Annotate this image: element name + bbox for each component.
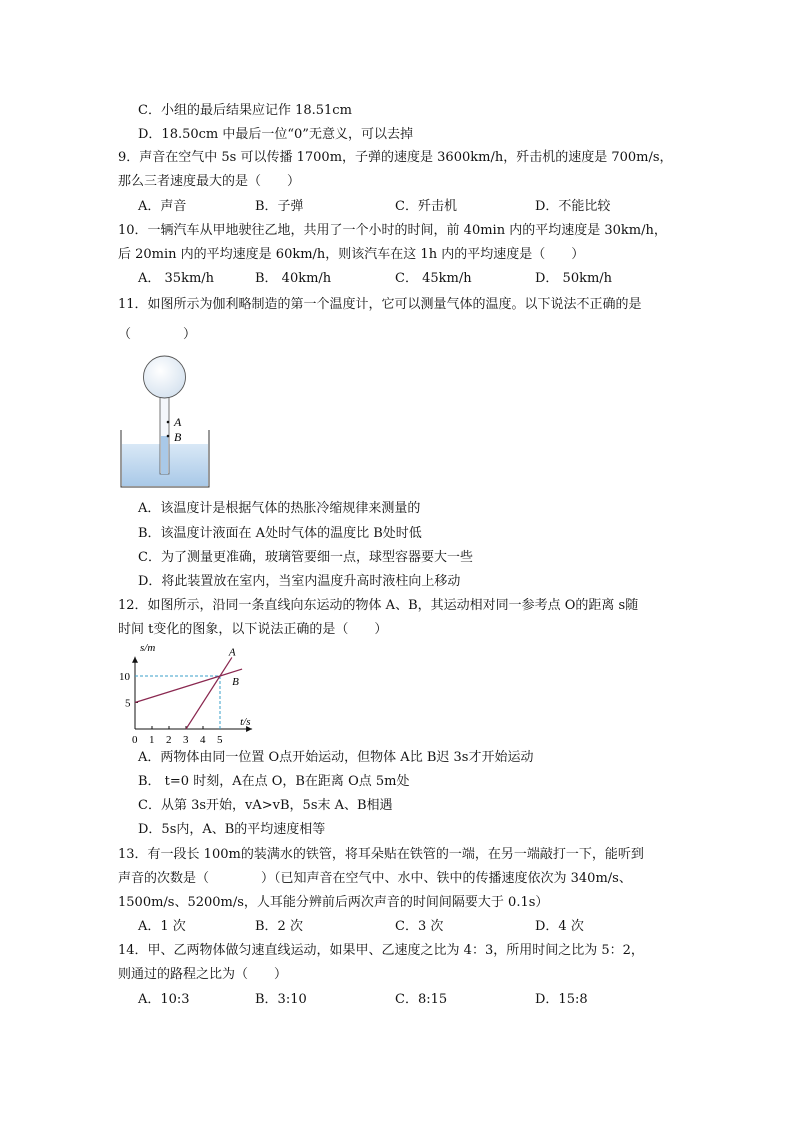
y-axis-label: s/m	[140, 642, 156, 654]
q9-option-a: A．声音	[138, 199, 187, 214]
q9-option-b: B．子弹	[255, 199, 304, 214]
label-b: B	[174, 430, 182, 444]
q14-stem-line2: 则通过的路程之比为（ ）	[118, 967, 288, 982]
q10-stem-line1: 10．一辆汽车从甲地驶往乙地，共用了一个小时的时间，前 40min 内的平均速度是 30km/h，	[118, 223, 667, 238]
series-b-label: B	[232, 676, 239, 689]
q13-option-d: D．4 次	[535, 919, 584, 934]
thermometer-figure	[118, 352, 212, 490]
q13-option-c: C．3 次	[395, 919, 444, 934]
q9-stem-line1: 9．声音在空气中 5s 可以传播 1700m，子弹的速度是 3600km/h，歼击机的速度是 700m/s，	[118, 150, 673, 165]
label-a: A	[174, 415, 182, 429]
q11-option-a: A．该温度计是根据气体的热胀冷缩规律来测量的	[138, 501, 421, 516]
q10-option-d: D． 50km/h	[535, 271, 613, 286]
q13-option-b: B．2 次	[255, 919, 303, 934]
q13-stem-line2: 声音的次数是（ ）（已知声音在空气中、水中、铁中的传播速度依次为 340m/s、	[118, 871, 632, 886]
q9-option-c: C．歼击机	[395, 199, 457, 214]
q11-option-b: B．该温度计液面在 A处时气体的温度比 B处时低	[138, 526, 422, 541]
q11-stem-line2: （ ）	[118, 327, 197, 342]
q10-option-c: C． 45km/h	[395, 271, 472, 286]
q14-stem-line1: 14．甲、乙两物体做匀速直线运动，如果甲、乙速度之比为 4：3，所用时间之比为 5：2，	[118, 943, 644, 958]
q14-option-d: D．15:8	[535, 992, 588, 1007]
q14-option-c: C．8:15	[395, 992, 448, 1007]
q14-option-a: A．10:3	[138, 992, 190, 1007]
q13-stem-line3: 1500m/s、5200m/s，人耳能分辨前后两次声音的时间间隔要大于 0.1s）	[118, 895, 549, 910]
s-t-graph	[118, 638, 288, 746]
series-a-label: A	[228, 646, 236, 659]
q10-option-a: A． 35km/h	[138, 271, 215, 286]
q13-stem-line1: 13．有一段长 100m的装满水的铁管，将耳朵贴在铁管的一端，在另一端敲打一下，能听到	[118, 847, 644, 862]
series-b-line	[135, 669, 242, 702]
q11-option-d: D．将此装置放在室内，当室内温度升高时液柱向上移动	[138, 574, 461, 589]
q9-stem-line2: 那么三者速度最大的是（ ）	[118, 174, 301, 189]
mark-a	[167, 421, 170, 424]
y-tick-label: 10	[119, 671, 130, 683]
q12-option-c	[138, 796, 393, 816]
q12-option-a: A．两物体由同一位置 O点开始运动，但物体 A比 B迟 3s才开始运动	[138, 750, 534, 765]
q11-stem-line1: 11．如图所示为伽利略制造的第一个温度计，它可以测量气体的温度。以下说法不正确的是	[118, 297, 642, 312]
q8-option-c: C．小组的最后结果应记作 18.51cm	[138, 103, 352, 118]
mark-b	[167, 435, 170, 438]
q11-option-c: C．为了测量更准确，玻璃管要细一点，球型容器要大一些	[138, 550, 473, 565]
q12-option-d: D．5s内，A、B的平均速度相等	[138, 822, 326, 837]
x-axis-label: t/s	[240, 716, 251, 728]
s-t-graph-svg	[118, 638, 288, 746]
x-tick-label: 5	[217, 734, 223, 746]
x-tick-label: 0	[132, 734, 138, 746]
q10-option-b: B． 40km/h	[255, 271, 332, 286]
q12-option-c-text: C．从第 3s开始，vA>vB，5s末 A、B相遇	[138, 798, 393, 813]
x-tick-label: 1	[149, 734, 155, 746]
x-tick-label: 3	[183, 734, 189, 746]
q13-option-a: A．1 次	[138, 919, 186, 934]
q10-stem-line2: 后 20min 内的平均速度是 60km/h，则该汽车在这 1h 内的平均速度是（ ）	[118, 247, 585, 262]
series-a-line	[186, 657, 232, 729]
x-tick-label: 2	[166, 734, 172, 746]
glass-bulb	[144, 356, 186, 398]
y-tick-label: 5	[125, 697, 131, 710]
liquid-column	[161, 436, 168, 474]
thermometer-drawing	[118, 352, 212, 490]
q12-stem-line2: 时间 t变化的图象，以下说法正确的是（ ）	[118, 622, 388, 637]
q8-option-d: D．18.50cm 中最后一位“0”无意义，可以去掉	[138, 127, 413, 142]
x-tick-label: 4	[200, 734, 206, 746]
q12-stem-line1: 12．如图所示，沿同一条直线向东运动的物体 A、B，其运动相对同一参考点 O的距离 s随	[118, 598, 639, 613]
q12-option-b: B． t=0 时刻，A在点 O，B在距离 O点 5m处	[138, 774, 410, 789]
q9-option-d: D．不能比较	[535, 199, 611, 214]
q14-option-b: B．3:10	[255, 992, 307, 1007]
